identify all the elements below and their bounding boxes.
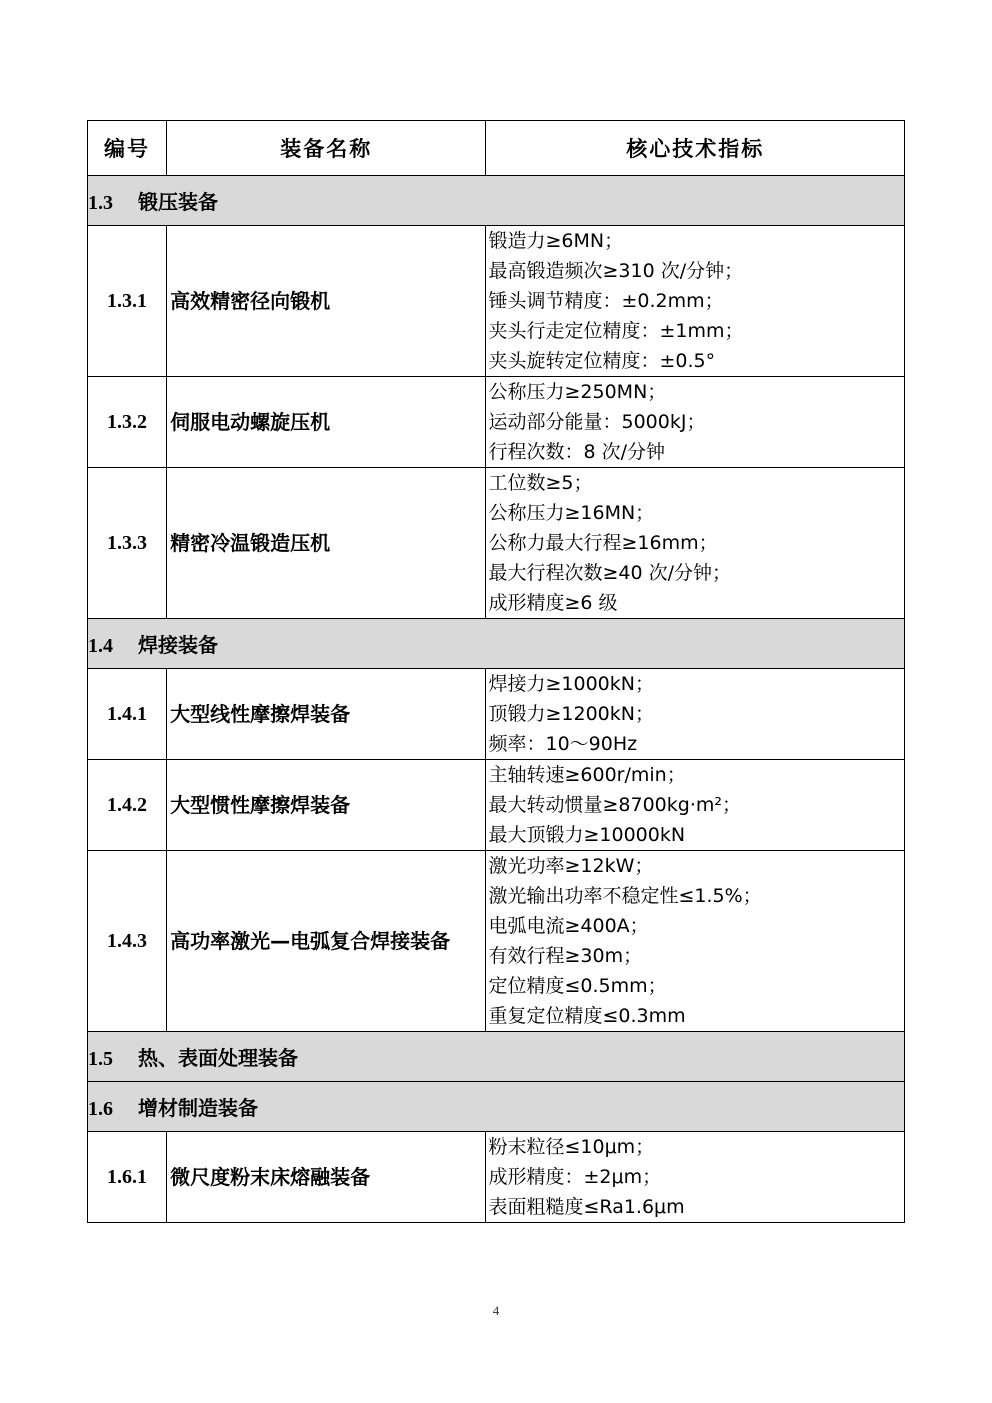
section-row [88,619,905,669]
item-number: 1.6.1 [88,1132,167,1223]
spec-line: 公称力最大行程≥16mm； [488,532,718,554]
table-row [88,760,905,851]
item-number: 1.3.3 [88,468,167,619]
table-row [88,1132,905,1223]
spec-line: 夹头旋转定位精度：±0.5° [488,350,716,372]
item-number: 1.3.1 [88,226,167,377]
spec-cell [486,1132,905,1223]
section-number: 1.3 [88,192,113,214]
spec-line: 最大转动惯量≥8700kg·m²； [488,794,741,816]
spec-line: 焊接力≥1000kN； [488,673,654,695]
header-spec: 核心技术指标 [486,121,905,176]
spec-line: 激光输出功率不稳定性≤1.5%； [488,885,762,907]
spec-line: 运动部分能量：5000kJ； [488,411,706,433]
spec-line: 锤头调节精度：±0.2mm； [488,290,724,312]
table-row [88,226,905,377]
spec-line: 锻造力≥6MN； [488,230,624,252]
section-title: 焊接装备 [138,633,218,657]
spec-line: 重复定位精度≤0.3mm [488,1005,686,1027]
spec-line: 最大行程次数≥40 次/分钟； [488,562,732,584]
spec-line: 电弧电流≥400A； [488,915,649,937]
item-number: 1.4.1 [88,669,167,760]
section-number: 1.4 [88,635,113,657]
equipment-name: 微尺度粉末床熔融装备 [167,1132,486,1223]
spec-line: 行程次数：8 次/分钟 [488,441,666,463]
spec-cell [486,468,905,619]
spec-cell [486,851,905,1032]
section-row [88,176,905,226]
equipment-name: 大型线性摩擦焊装备 [167,669,486,760]
section-number: 1.6 [88,1098,113,1120]
section-number: 1.5 [88,1048,113,1070]
section-title: 热、表面处理装备 [138,1046,298,1070]
spec-line: 顶锻力≥1200kN； [488,703,654,725]
item-number: 1.3.2 [88,377,167,468]
spec-line: 成形精度≥6 级 [488,592,618,614]
spec-cell [486,760,905,851]
section-title: 锻压装备 [138,190,218,214]
equipment-name: 大型惯性摩擦焊装备 [167,760,486,851]
section-title: 增材制造装备 [138,1096,258,1120]
equipment-spec-table [87,120,905,1223]
section-heading [88,176,905,226]
equipment-name: 精密冷温锻造压机 [167,468,486,619]
equipment-name: 伺服电动螺旋压机 [167,377,486,468]
header-no: 编号 [88,121,167,176]
spec-cell [486,669,905,760]
spec-line: 频率：10～90Hz [488,733,638,755]
header-name: 装备名称 [167,121,486,176]
table-body [88,176,905,1223]
spec-line: 成形精度：±2μm； [488,1166,662,1188]
spec-line: 公称压力≥16MN； [488,502,655,524]
spec-line: 夹头行走定位精度：±1mm； [488,320,744,342]
spec-line: 最大顶锻力≥10000kN [488,824,686,846]
table-row [88,468,905,619]
table-header-row [88,121,905,176]
page-number: 4 [492,1303,500,1318]
section-heading [88,619,905,669]
item-number: 1.4.3 [88,851,167,1032]
section-row [88,1082,905,1132]
table-row [88,669,905,760]
spec-line: 最高锻造频次≥310 次/分钟； [488,260,744,282]
spec-line: 有效行程≥30m； [488,945,643,967]
spec-line: 工位数≥5； [488,472,593,494]
spec-line: 表面粗糙度≤Ra1.6μm [488,1196,685,1218]
spec-line: 公称压力≥250MN； [488,381,667,403]
section-heading [88,1032,905,1082]
spec-cell [486,377,905,468]
spec-line: 定位精度≤0.5mm； [488,975,667,997]
table-row [88,377,905,468]
spec-line: 粉末粒径≤10μm； [488,1136,655,1158]
spec-line: 激光功率≥12kW； [488,855,654,877]
section-heading [88,1082,905,1132]
table-row [88,851,905,1032]
spec-cell [486,226,905,377]
equipment-name: 高效精密径向锻机 [167,226,486,377]
equipment-name: 高功率激光—电弧复合焊接装备 [167,851,486,1032]
spec-line: 主轴转速≥600r/min； [488,764,686,786]
item-number: 1.4.2 [88,760,167,851]
section-row [88,1032,905,1082]
